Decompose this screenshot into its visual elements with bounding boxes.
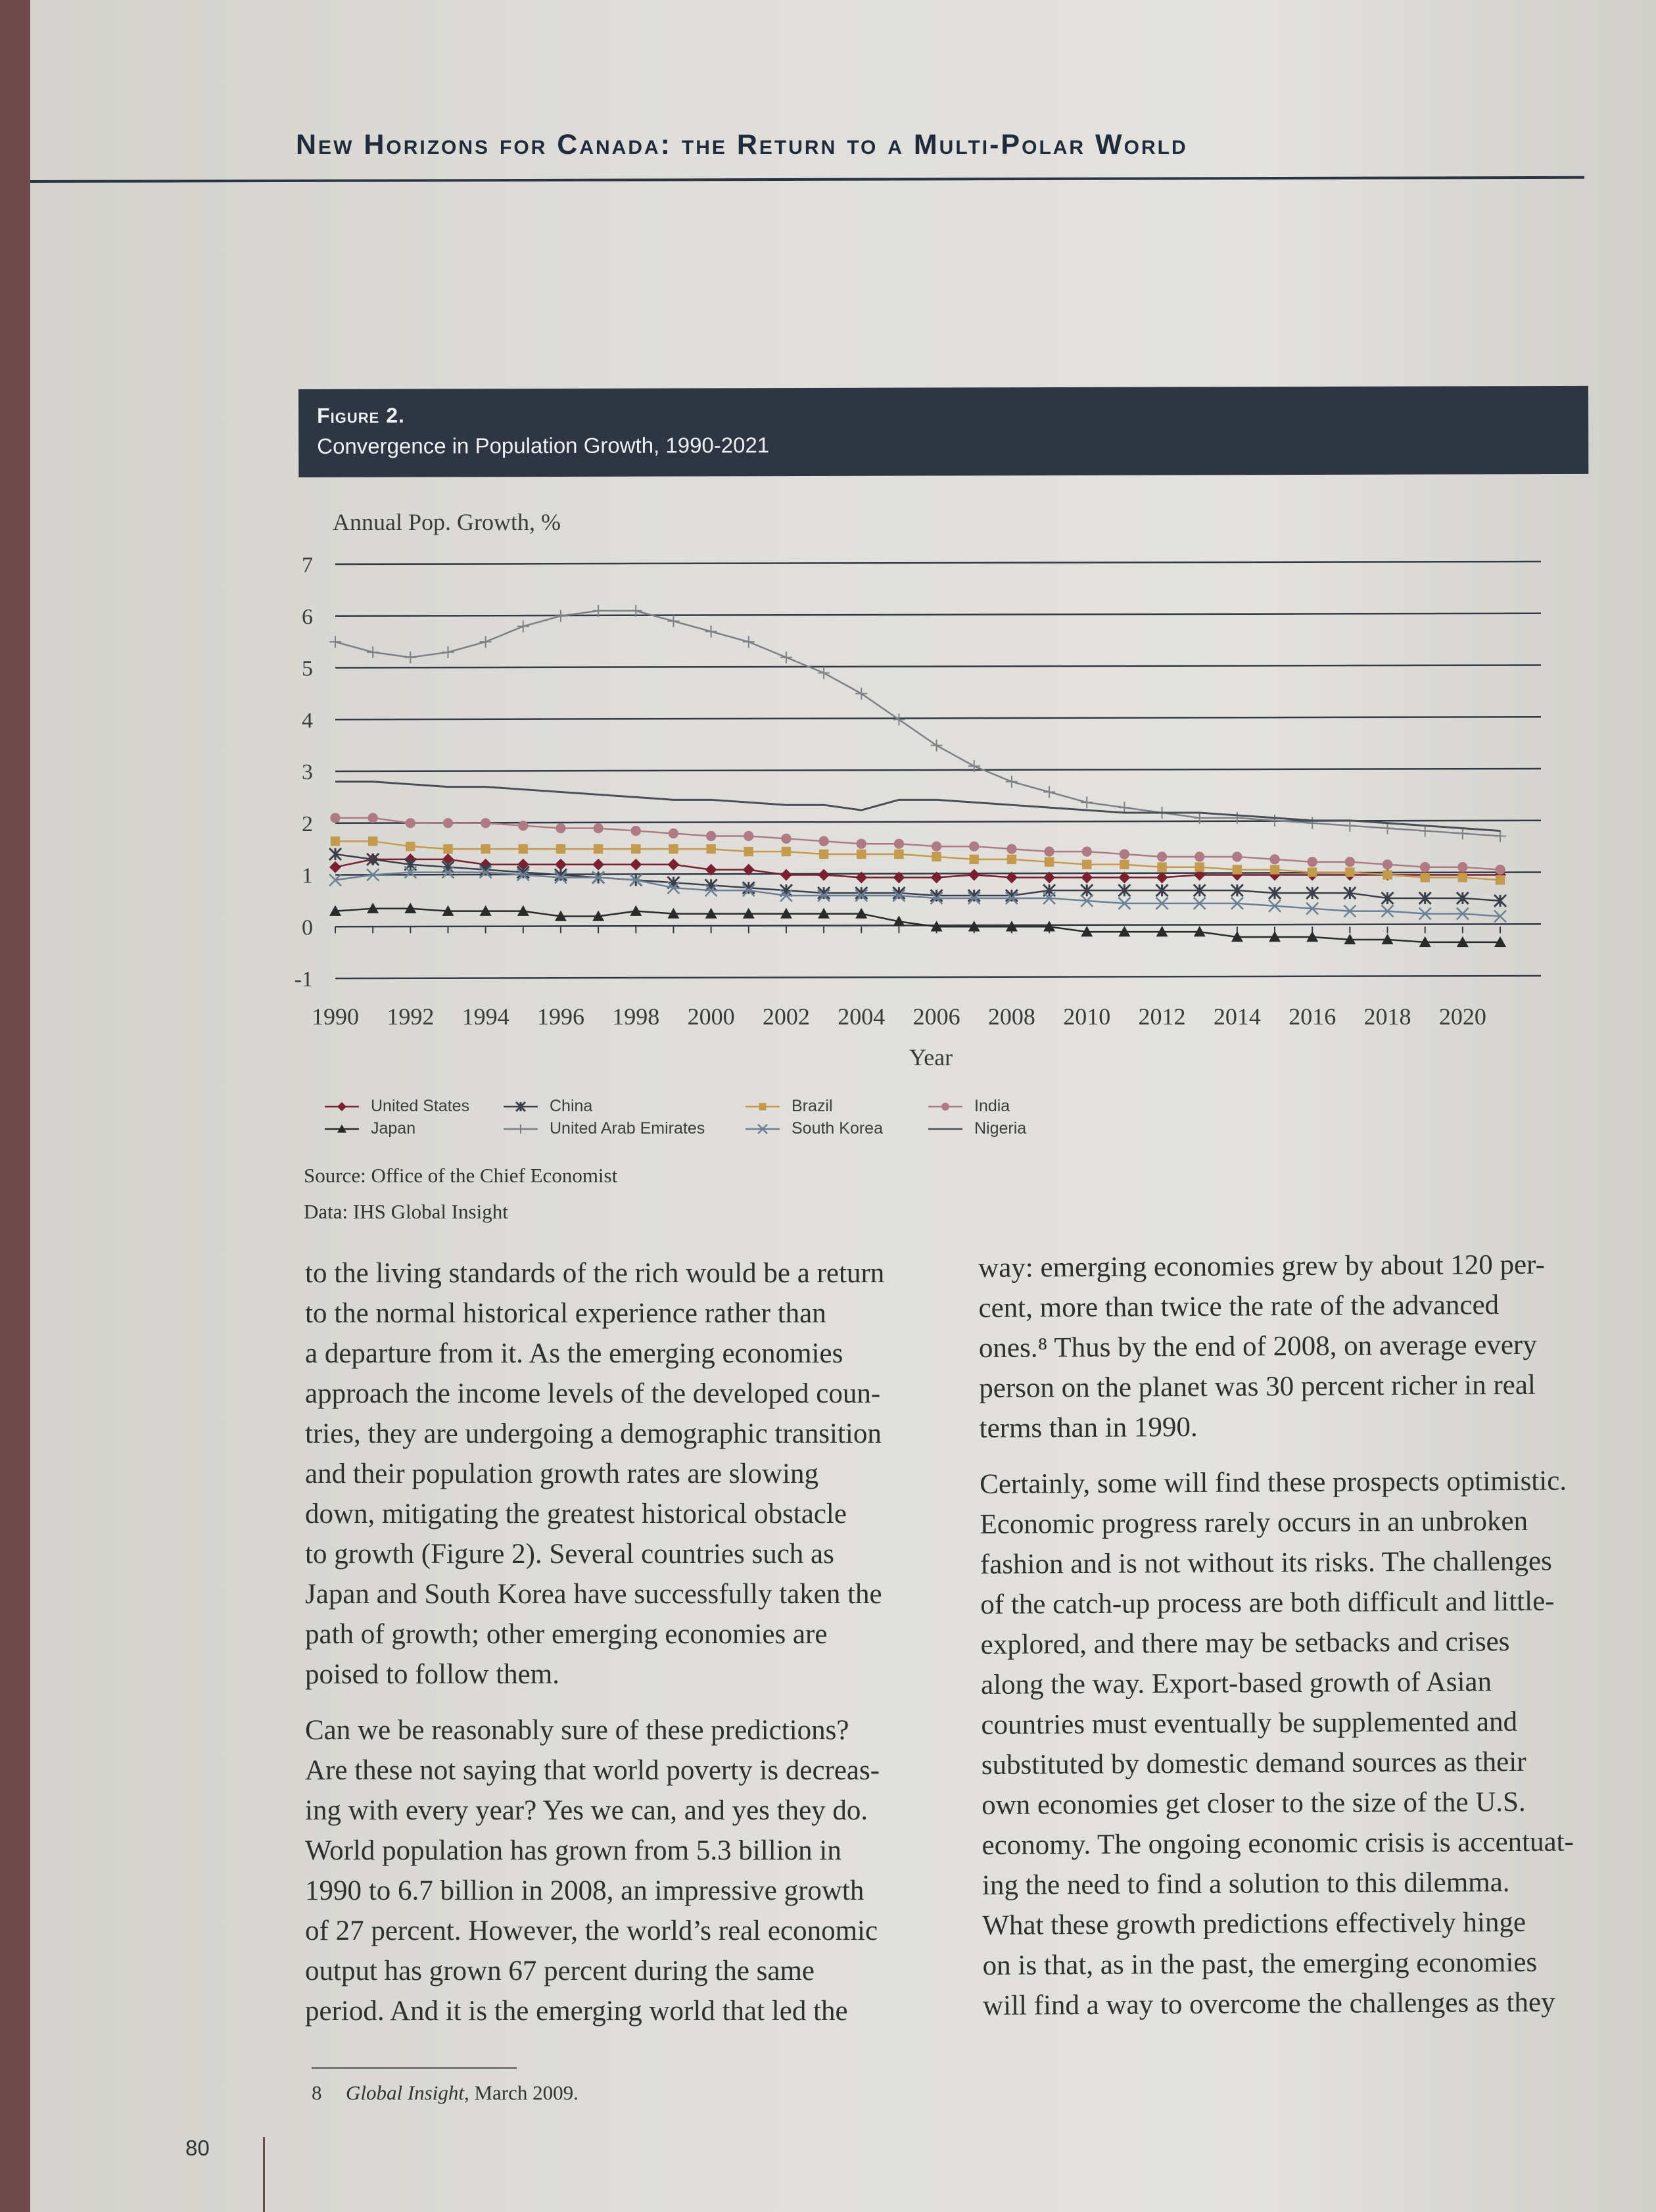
text-line: Economic progress rarely occurs in an unbroken — [980, 1505, 1528, 1540]
data-point — [1120, 849, 1129, 859]
data-point — [555, 859, 567, 871]
x-tick-label: 2010 — [1063, 1003, 1111, 1030]
series-line — [335, 818, 1500, 870]
figure-header — [298, 386, 1588, 477]
x-tick-label: 2016 — [1289, 1003, 1337, 1030]
text-line: down, mitigating the greatest historical obstacle — [305, 1499, 847, 1529]
data-point — [1269, 854, 1279, 864]
text-line: ing the need to find a solution to this dilemma. — [982, 1867, 1510, 1901]
x-tick-label: 2008 — [987, 1003, 1035, 1030]
x-tick-label: 2020 — [1438, 1003, 1486, 1030]
y-tick-label: 0 — [302, 915, 313, 940]
data-point — [1420, 862, 1430, 872]
data-point — [818, 869, 830, 881]
data-point — [1308, 867, 1317, 877]
text-line: explored, and there may be setbacks and crises — [980, 1626, 1510, 1660]
data-point — [631, 826, 641, 836]
data-point — [941, 1103, 949, 1111]
legend-item — [926, 1119, 1026, 1138]
data-point — [932, 842, 941, 852]
data-point — [818, 667, 830, 679]
data-point — [518, 821, 528, 830]
data-point — [1006, 776, 1018, 788]
body-paragraph — [978, 1244, 1597, 1449]
data-point — [1383, 859, 1392, 869]
data-point — [1157, 862, 1166, 871]
text-line: tries, they are undergoing a demographic transition — [305, 1418, 882, 1449]
x-axis-label: Year — [909, 1044, 953, 1070]
y-tick-label: 1 — [302, 863, 313, 888]
data-point — [894, 850, 903, 859]
page-number: 80 — [185, 2136, 210, 2160]
data-point — [593, 823, 603, 833]
text-line: person on the planet was 30 percent richer in real — [979, 1369, 1536, 1404]
gridline — [335, 769, 1541, 771]
legend-swatch — [501, 1099, 540, 1115]
data-point — [404, 652, 416, 663]
text-line: and their population growth rates are slowing — [305, 1458, 818, 1489]
data-point — [517, 621, 529, 633]
y-tick-label: 3 — [302, 760, 313, 784]
data-point — [857, 839, 866, 849]
text-line: to the normal historical experience rather than — [305, 1298, 826, 1329]
page-number-rule — [263, 2137, 265, 2212]
text-line: substituted by domestic demand sources as their — [981, 1746, 1526, 1781]
legend-label: United States — [371, 1097, 470, 1115]
legend-label: Japan — [371, 1119, 416, 1138]
x-tick-label: 2000 — [687, 1003, 735, 1030]
data-point — [368, 813, 378, 823]
data-point — [969, 842, 979, 852]
text-line: output has grown 67 percent during the same — [305, 1956, 815, 1986]
y-tick-label: 5 — [302, 656, 313, 681]
body-column-left — [305, 1253, 936, 2047]
data-point — [367, 646, 379, 658]
body-paragraph — [980, 1460, 1601, 2026]
population-growth-chart — [294, 500, 1588, 1111]
legend-swatch — [926, 1121, 965, 1137]
data-point — [782, 847, 791, 856]
text-line: to growth (Figure 2). Several countries such as — [305, 1539, 834, 1570]
legend-label: Nigeria — [974, 1119, 1027, 1138]
x-tick-label: 2014 — [1213, 1003, 1261, 1030]
running-head: New Horizons for Canada: the Return to a Multi-Polar World — [296, 129, 1188, 160]
chart-legend — [322, 1097, 1111, 1143]
data-point — [706, 844, 715, 854]
text-line: path of growth; other emerging economies are — [305, 1619, 828, 1650]
legend-swatch — [322, 1121, 362, 1137]
data-line: Data: IHS Global Insight — [304, 1200, 508, 1223]
data-point — [1043, 786, 1055, 798]
text-line: fashion and is not without its risks. The challenges — [980, 1545, 1552, 1580]
data-point — [630, 905, 642, 916]
data-point — [406, 818, 415, 828]
legend-item — [322, 1097, 469, 1116]
data-point — [1270, 865, 1279, 874]
legend-item — [501, 1119, 705, 1138]
figure-source — [304, 1157, 617, 1230]
data-point — [1420, 873, 1429, 882]
legend-swatch — [926, 1099, 965, 1115]
x-tick-label: 1994 — [461, 1003, 509, 1030]
text-line: 1990 to 6.7 billion in 2008, an impressive growth — [305, 1875, 864, 1906]
data-point — [1494, 830, 1506, 842]
data-point — [932, 852, 941, 861]
chart-canvas — [294, 500, 1588, 1111]
book-spine — [0, 0, 30, 2212]
x-tick-label: 2002 — [762, 1003, 810, 1030]
data-point — [818, 836, 828, 846]
gridline — [335, 613, 1541, 616]
data-point — [931, 740, 943, 752]
data-point — [855, 688, 867, 700]
data-point — [1232, 852, 1242, 861]
text-line: terms than in 1990. — [979, 1411, 1198, 1444]
data-point — [1195, 852, 1204, 861]
text-line: Certainly, some will find these prospects optimistic. — [980, 1465, 1567, 1500]
data-point — [1269, 815, 1281, 827]
data-point — [1495, 865, 1505, 875]
data-point — [330, 813, 340, 823]
footnote-source: Global Insight — [346, 2081, 464, 2104]
data-point — [759, 1103, 766, 1110]
x-tick-label: 1992 — [387, 1003, 435, 1030]
data-point — [669, 829, 678, 838]
data-point — [368, 836, 377, 846]
data-point — [780, 652, 792, 663]
footnote-number: 8 — [312, 2081, 322, 2104]
text-line: of the catch-up process are both difficult and little- — [980, 1585, 1555, 1620]
data-point — [1383, 870, 1392, 879]
data-point — [519, 844, 528, 854]
data-point — [781, 834, 791, 844]
y-axis-label: Annual Pop. Growth, % — [333, 509, 561, 535]
text-line: along the way. Export-based growth of Asian — [980, 1666, 1492, 1700]
data-point — [1496, 875, 1505, 884]
x-tick-label: 1996 — [536, 1003, 584, 1030]
legend-item — [743, 1119, 883, 1138]
data-point — [443, 818, 453, 828]
body-paragraph — [305, 1253, 936, 1695]
legend-item — [926, 1097, 1010, 1116]
text-line: will find a way to overcome the challenges as they — [982, 1986, 1555, 2021]
data-point — [1081, 796, 1093, 808]
data-point — [1308, 857, 1317, 867]
text-line: to the living standards of the rich would be a return — [305, 1258, 885, 1289]
legend-swatch — [322, 1099, 362, 1115]
text-line: a departure from it. As the emerging economies — [305, 1338, 843, 1369]
data-point — [893, 713, 905, 725]
data-point — [443, 844, 452, 854]
data-point — [556, 823, 565, 833]
text-line: Japan and South Korea have successfully taken the — [305, 1579, 882, 1610]
legend-label: South Korea — [792, 1119, 883, 1138]
data-point — [1345, 857, 1355, 867]
legend-swatch — [743, 1121, 782, 1137]
data-point — [1231, 812, 1243, 824]
legend-label: India — [974, 1097, 1010, 1115]
data-point — [1082, 846, 1092, 856]
legend-item — [322, 1119, 415, 1138]
x-tick-label: 1990 — [312, 1003, 359, 1030]
data-point — [631, 844, 640, 854]
data-point — [970, 855, 979, 864]
text-line: economy. The ongoing economic crisis is accentuat- — [982, 1826, 1574, 1861]
y-tick-label: 7 — [302, 553, 313, 577]
legend-label: China — [550, 1097, 593, 1115]
text-line: poised to follow them. — [305, 1659, 559, 1690]
data-point — [857, 850, 866, 859]
legend-item — [743, 1097, 833, 1116]
data-point — [480, 636, 492, 648]
body-column-right — [978, 1244, 1601, 2042]
data-point — [481, 844, 490, 854]
legend-label: United Arab Emirates — [550, 1119, 705, 1138]
data-point — [1044, 846, 1054, 856]
data-point — [780, 869, 792, 881]
data-point — [968, 869, 980, 881]
text-line: cent, more than twice the rate of the advanced — [978, 1289, 1500, 1324]
x-tick-label: 1998 — [612, 1003, 660, 1030]
body-paragraph — [305, 1710, 936, 2031]
legend-swatch — [501, 1121, 540, 1137]
text-line: What these growth predictions effectively hinge — [982, 1906, 1526, 1941]
legend-swatch — [743, 1099, 782, 1115]
data-point — [329, 636, 341, 648]
text-line: own economies get closer to the size of the U.S. — [982, 1786, 1526, 1821]
series-line — [335, 611, 1500, 836]
data-point — [329, 861, 341, 873]
text-line: of 27 percent. However, the world’s real economic — [305, 1915, 878, 1946]
y-tick-label: 2 — [302, 811, 313, 836]
x-tick-label: 2018 — [1363, 1003, 1411, 1030]
gridline — [335, 717, 1541, 719]
data-point — [1120, 860, 1129, 869]
y-tick-label: -1 — [294, 967, 313, 992]
series-united-arab-emirates — [329, 605, 1506, 842]
text-line: way: emerging economies grew by about 120 per- — [978, 1249, 1546, 1284]
data-point — [1457, 862, 1467, 872]
data-point — [669, 844, 678, 854]
x-tick-label: 2004 — [838, 1003, 886, 1030]
data-point — [706, 831, 716, 841]
legend-item — [501, 1097, 592, 1116]
footnote-rule — [312, 2067, 517, 2069]
source-line: Source: Office of the Chief Economist — [304, 1164, 618, 1187]
data-point — [555, 610, 567, 622]
data-point — [1007, 855, 1016, 864]
data-point — [819, 850, 828, 859]
text-line: on is that, as in the past, the emerging economies — [982, 1946, 1538, 1981]
x-tick-label: 2006 — [912, 1003, 960, 1030]
text-line: Can we be reasonably sure of these predictions? — [305, 1715, 849, 1746]
text-line: countries must eventually be supplemented and — [981, 1706, 1518, 1741]
data-point — [1195, 862, 1204, 871]
y-tick-label: 6 — [302, 604, 313, 629]
text-line: approach the income levels of the developed coun- — [305, 1378, 881, 1409]
text-line: Are these not saying that world poverty is decreas- — [305, 1755, 880, 1786]
data-point — [481, 818, 490, 828]
data-point — [592, 859, 604, 871]
gridline — [335, 562, 1541, 564]
gridline — [335, 665, 1541, 668]
x-tick-label: 2012 — [1138, 1003, 1186, 1030]
text-line: ones.⁸ Thus by the end of 2008, on average every — [978, 1329, 1537, 1364]
data-point — [630, 859, 642, 871]
data-point — [594, 844, 603, 854]
series-united-states — [329, 854, 1506, 884]
data-point — [337, 1102, 346, 1111]
data-point — [1233, 865, 1242, 874]
text-line: World population has grown from 5.3 billion in — [305, 1835, 841, 1866]
data-point — [442, 646, 454, 658]
data-point — [894, 839, 904, 849]
data-point — [744, 831, 753, 841]
figure-label: Figure 2. — [317, 403, 405, 427]
figure-title: Convergence in Population Growth, 1990-2021 — [317, 433, 770, 458]
data-point — [1458, 873, 1467, 882]
data-point — [667, 859, 679, 871]
text-line: ing with every year? Yes we can, and yes they do. — [305, 1795, 868, 1826]
data-point — [667, 615, 679, 627]
data-point — [556, 844, 565, 854]
data-point — [744, 847, 753, 856]
gridline — [335, 976, 1541, 978]
data-point — [516, 1124, 525, 1134]
data-point — [743, 636, 755, 648]
data-point — [406, 842, 415, 851]
text-line: period. And it is the emerging world that led the — [305, 1996, 848, 2027]
data-point — [1082, 860, 1091, 869]
data-point — [1045, 857, 1054, 867]
data-point — [1006, 844, 1016, 854]
data-point — [1157, 852, 1167, 861]
data-point — [1306, 817, 1318, 829]
legend-label: Brazil — [792, 1097, 833, 1115]
footnote — [312, 2081, 579, 2105]
y-tick-label: 4 — [302, 708, 313, 733]
data-point — [1345, 867, 1354, 877]
data-point — [331, 836, 340, 846]
data-point — [705, 625, 717, 637]
footnote-rest: , March 2009. — [463, 2081, 579, 2104]
